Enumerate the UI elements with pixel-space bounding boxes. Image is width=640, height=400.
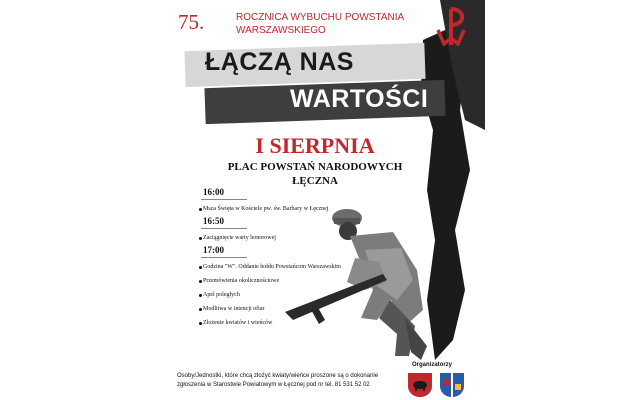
schedule-item: Zaciągnięcie warty honorowej bbox=[203, 231, 383, 245]
polska-walczaca-icon bbox=[434, 6, 468, 46]
leczna-county-crest-icon bbox=[407, 372, 433, 398]
footer-line-2: zgłoszenia w Starostwie Powiatowym w Łęcznej pod nr tel. 81 531 52 02 bbox=[177, 382, 370, 388]
schedule-time: 16:00 bbox=[203, 187, 224, 197]
footer-line-1: Osoby/Jednostki, które chcą złożyć kwiaty/wieńce proszone są o dokonanie bbox=[177, 373, 379, 379]
anniversary-line-1: ROCZNICA WYBUCHU POWSTANIA bbox=[236, 12, 405, 23]
schedule-item: Msza Święta w Kościele pw. św. Barbary w Łęcznej bbox=[203, 202, 383, 216]
schedule-time: 16:50 bbox=[203, 216, 224, 226]
slogan-bottom: WARTOŚCI bbox=[290, 85, 429, 113]
anniversary-line-2: WARSZAWSKIEGO bbox=[236, 25, 326, 36]
divider bbox=[201, 257, 247, 258]
anniversary-number: 75. bbox=[178, 10, 205, 34]
event-poster bbox=[165, 0, 485, 400]
schedule-time: 17:00 bbox=[203, 245, 224, 255]
event-place-line-2: ŁĘCZNA bbox=[292, 175, 338, 187]
divider bbox=[201, 199, 247, 200]
leczna-town-crest-icon bbox=[439, 372, 465, 398]
organizers-label: Organizatorzy bbox=[412, 362, 453, 368]
divider bbox=[201, 228, 247, 229]
schedule-item: Modlitwa w intencji ofiar bbox=[203, 302, 383, 316]
schedule-item: Apel poległych bbox=[203, 288, 383, 302]
schedule-item: Godzina "W". Oddanie hołdu Powstańcom Warszawskim bbox=[203, 260, 383, 274]
schedule-item: Przemówienia okolicznościowe bbox=[203, 274, 383, 288]
schedule bbox=[183, 187, 383, 330]
anniversary-heading bbox=[236, 11, 426, 37]
slogan-top: ŁĄCZĄ NAS bbox=[205, 48, 354, 76]
event-place-line-1: PLAC POWSTAŃ NARODOWYCH bbox=[227, 161, 403, 173]
footer-note bbox=[177, 372, 387, 390]
schedule-item: Złożenie kwiatów i wieńców bbox=[203, 316, 383, 330]
event-place bbox=[225, 160, 405, 188]
event-date: I SIERPNIA bbox=[255, 133, 375, 158]
